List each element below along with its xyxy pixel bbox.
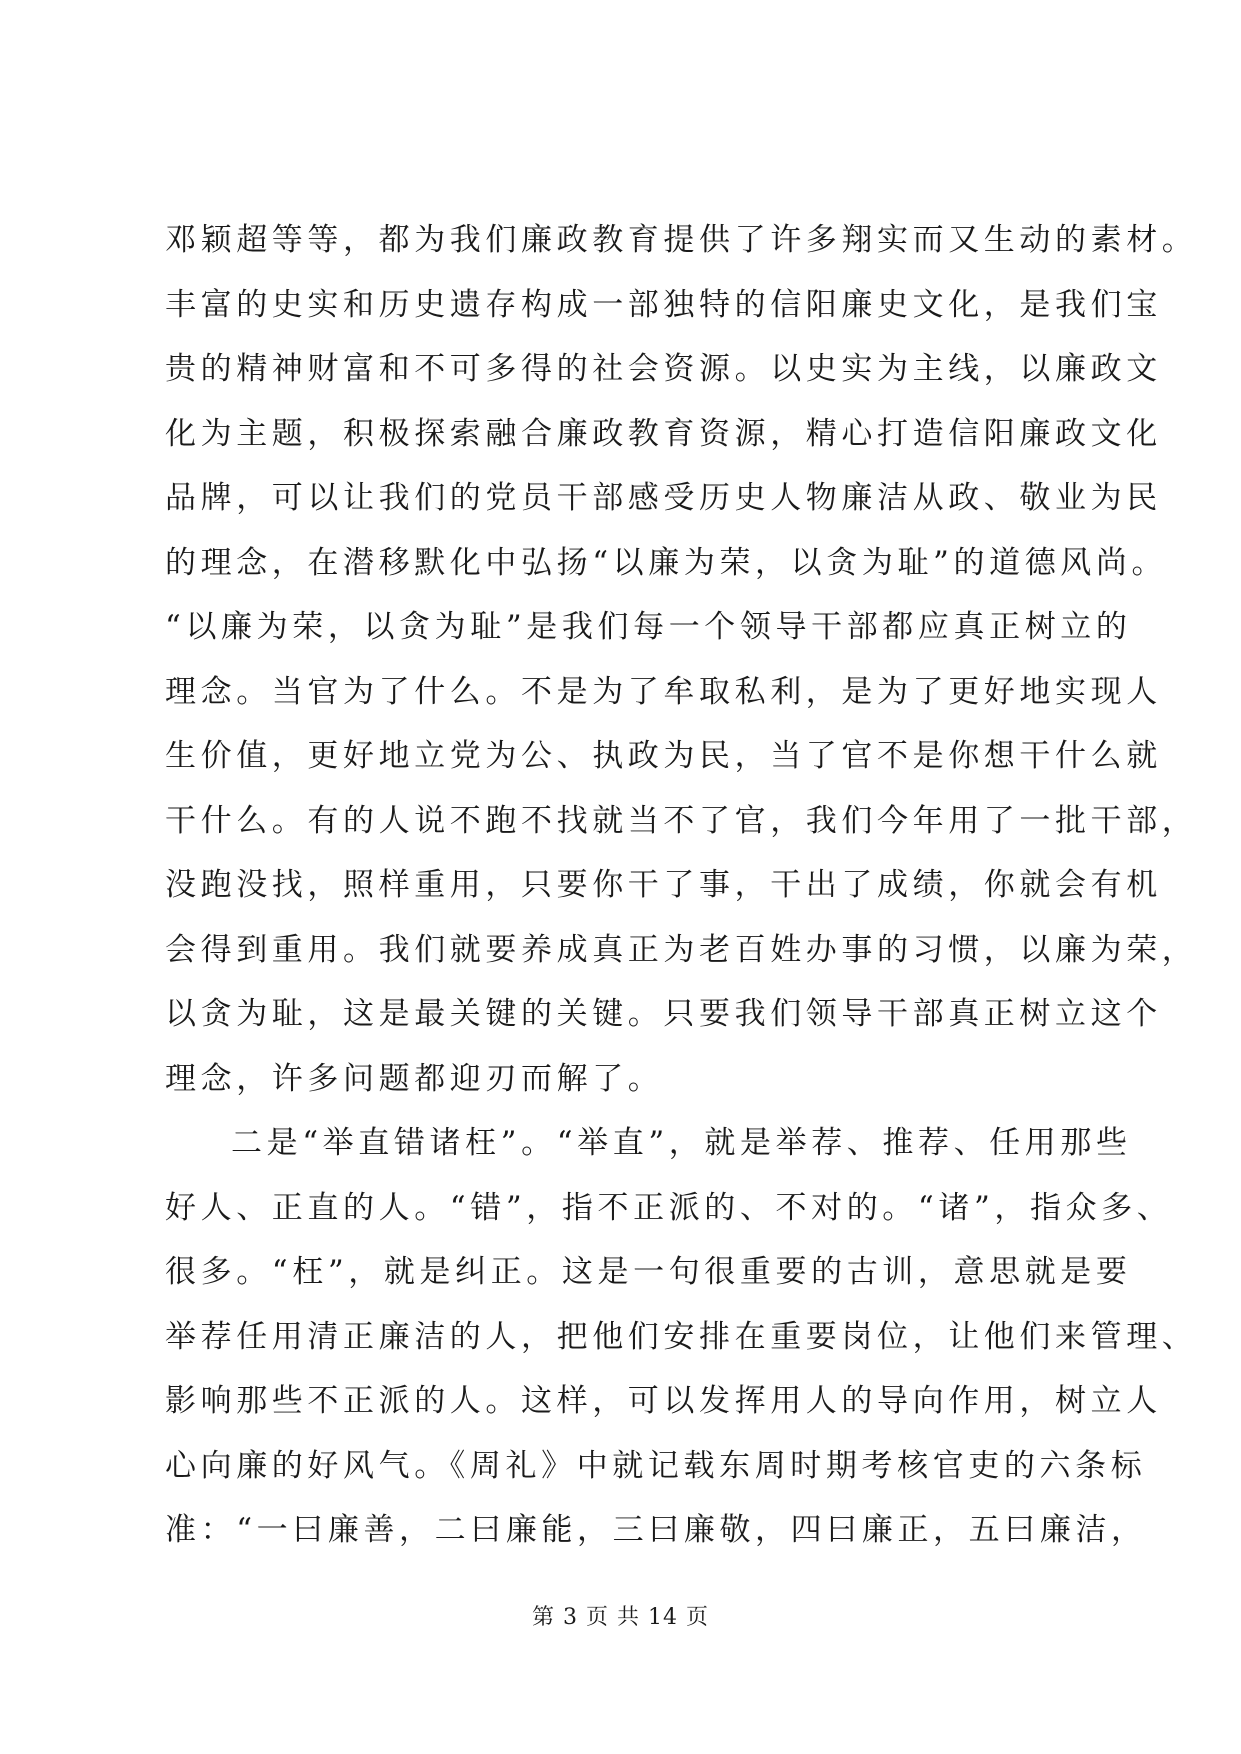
- text-line: 准：“一曰廉善，二曰廉能，三曰廉敬，四曰廉正，五曰廉洁，: [165, 1512, 1147, 1548]
- text-line: 品牌，可以让我们的党员干部感受历史人物廉洁从政、敬业为民: [165, 480, 1162, 516]
- body-text: [165, 208, 1198, 1563]
- page-number-label: 第 3 页 共 14 页: [532, 1605, 709, 1630]
- text-line: 丰富的史实和历史遗存构成一部独特的信阳廉史文化，是我们宝: [165, 286, 1162, 323]
- text-line: 以贪为耻，这是最关键的关键。只要我们领导干部真正树立这个: [165, 996, 1162, 1032]
- text-line: 干什么。有的人说不跑不找就当不了官，我们今年用了一批干部，: [165, 802, 1198, 839]
- text-line: 二是“举直错诸枉”。“举直”，就是举荐、推荐、任用那些: [231, 1125, 1132, 1161]
- text-line: 贵的精神财富和不可多得的社会资源。以史实为主线，以廉政文: [165, 351, 1162, 387]
- text-line: 化为主题，积极探索融合廉政教育资源，精心打造信阳廉政文化: [165, 415, 1162, 452]
- text-line: 很多。“枉”，就是纠正。这是一句很重要的古训，意思就是要: [165, 1254, 1132, 1290]
- text-line: 好人、正直的人。“错”，指不正派的、不对的。“诸”，指众多、: [165, 1189, 1173, 1226]
- text-line: 举荐任用清正廉洁的人，把他们安排在重要岗位，让他们来管理、: [165, 1318, 1198, 1355]
- text-line: 生价值，更好地立党为公、执政为民，当了官不是你想干什么就: [165, 738, 1162, 774]
- text-line: 的理念，在潜移默化中弘扬“以廉为荣，以贪为耻”的道德风尚。: [165, 544, 1168, 581]
- text-line: 没跑没找，照样重用，只要你干了事，干出了成绩，你就会有机: [165, 867, 1162, 903]
- text-line: 邓颖超等等，都为我们廉政教育提供了许多翔实而又生动的素材。: [165, 222, 1198, 258]
- text-line: 心向廉的好风气。《周礼》中就记载东周时期考核官吏的六条标: [165, 1447, 1147, 1484]
- page-footer: [0, 1600, 1241, 1631]
- text-line: 影响那些不正派的人。这样，可以发挥用人的导向作用，树立人: [165, 1383, 1162, 1419]
- text-line: 理念，许多问题都迎刃而解了。: [165, 1060, 664, 1097]
- text-line: 会得到重用。我们就要养成真正为老百姓办事的习惯，以廉为荣，: [165, 931, 1198, 968]
- text-line: “以廉为荣，以贪为耻”是我们每一个领导干部都应真正树立的: [165, 609, 1132, 645]
- text-line: 理念。当官为了什么。不是为了牟取私利，是为了更好地实现人: [165, 673, 1162, 710]
